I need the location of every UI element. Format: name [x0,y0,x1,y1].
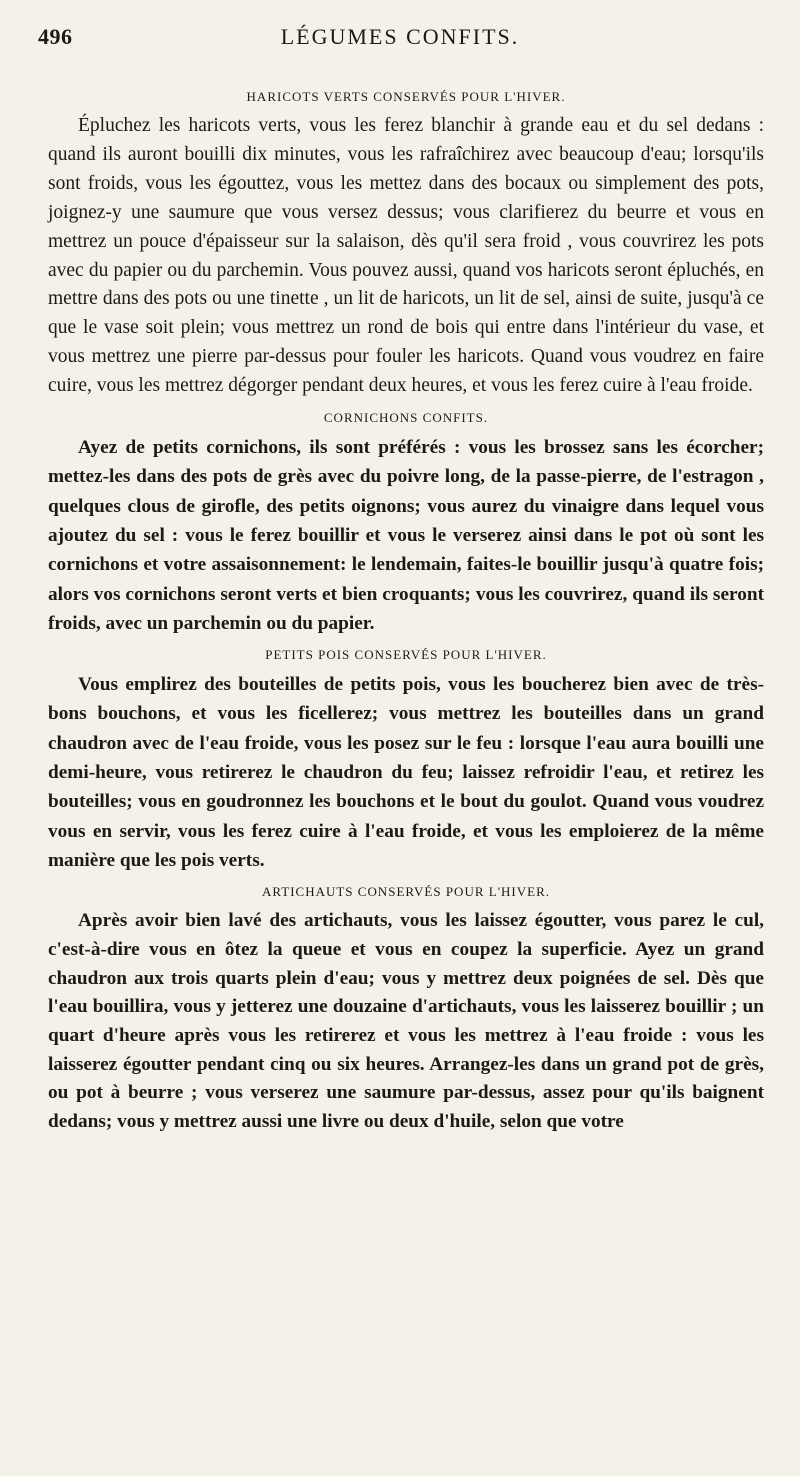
section-body-cornichons: Ayez de petits cornichons, ils sont préférés : vous les brossez sans les écorcher; mettez-les dans des pots de grès avec du poivre long, de la passe-pierre, de l'estragon , quelques clous de girofle, des petits oignons; vous aurez du vinaigre dans lequel vous ajoutez du sel : vous le ferez bouillir et vous le verserez ainsi dans le pot où sont les cornichons et votre assaisonnement: le lendemain, faites-le bouillir jusqu'à quatre fois; alors vos cornichons seront verts et bien croquants; vous les couvrirez, quand ils seront froids, avec un parchemin ou du papier. [48,437,764,634]
section-body-petits-pois: Vous emplirez des bouteilles de petits pois, vous les boucherez bien avec de très-bons bouchons, et vous les ficellerez; vous mettrez les bouteilles dans un grand chaudron avec de l'eau froide, vous les posez sur le feu : lorsque l'eau aura bouilli une demi-heure, vous retirerez le chaudron du feu; laissez refroidir l'eau, et retirez les bouteilles; vous en goudronnez les bouchons et le bout du goulot. Quand vous voudrez vous en servir, vous les ferez cuire à l'eau froide, et vous les emploierez de la même manière que les pois verts. [48,674,764,871]
running-header [38,24,762,64]
section-heading-petits-pois: PETITS POIS CONSERVÉS POUR L'HIVER. [265,647,547,663]
section-heading-cornichons: CORNICHONS CONFITS. [323,410,489,426]
running-title: LÉGUMES CONFITS. [280,24,520,49]
section-body-artichauts: Après avoir bien lavé des artichauts, vous les laissez égoutter, vous parez le cul, c'est-à-dire vous en ôtez la queue et vous en coupez la superficie. Ayez un grand chaudron aux trois quarts plein d'eau; vous y mettrez deux poignées de sel. Dès que l'eau bouillira, vous y jetterez une douzaine d'artichauts, vous les laisserez bouillir ; un quart d'heure après vous les retirerez et vous les mettrez à l'eau froide : vous les laisserez égoutter pendant cinq ou six heures. Arrangez-les dans un grand pot de grès, ou pot à beurre ; vous verserez une saumure par-dessus, assez pour qu'ils baignent dedans; vous y mettrez aussi une livre ou deux d'huile, selon que votre [48,910,764,1133]
section-body-haricots: Épluchez les haricots verts, vous les ferez blanchir à grande eau et du sel dedans : quand ils auront bouilli dix minutes, vous les rafraîchirez avec beaucoup d'eau; lorsqu'ils sont froids, vous les égouttez, vous les mettez dans des bocaux ou simplement des pots, joignez-y une saumure que vous versez dessus; vous clarifierez du beurre et vous en mettrez un pouce d'épaisseur sur la salaison, dès qu'il sera froid , vous couvrirez les pots avec du papier ou du parchemin. Vous pouvez aussi, quand vos haricots seront épluchés, en mettre dans des pots ou une tinette , un lit de haricots, un lit de sel, ainsi de suite, jusqu'à ce que le vase soit plein; vous mettrez un rond de bois qui entre dans l'intérieur du vase, et vous mettrez une pierre par-dessus pour fouler les haricots. Quand vous voudrez en faire cuire, vous les mettrez dégorger pendant deux heures, et vous les ferez cuire à l'eau froide. [48,115,764,397]
page-body [48,86,764,1137]
section-heading-haricots: HARICOTS VERTS CONSERVÉS POUR L'HIVER. [246,89,566,104]
page-number: 496 [38,24,73,49]
section-heading-artichauts: ARTICHAUTS CONSERVÉS POUR L'HIVER. [261,884,551,900]
